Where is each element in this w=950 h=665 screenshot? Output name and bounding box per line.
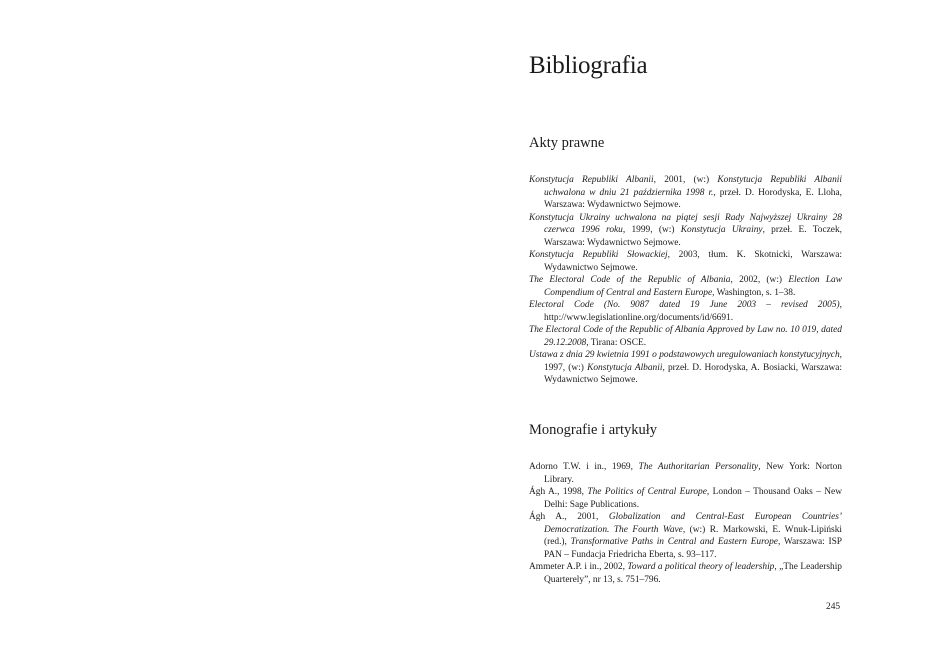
page-title: Bibliografia: [529, 52, 648, 79]
monographs-list: [529, 461, 842, 586]
bibliography-entry: Konstytucja Republiki Słowackiej, 2003, tłum. K. Skotnicki, Warszawa: Wydawnictwo Sejmowe.: [529, 250, 842, 273]
bibliography-entry: Adorno T.W. i in., 1969, The Authoritarian Personality, New York: Norton Library.: [529, 462, 842, 485]
bibliography-entry: Ustawa z dnia 29 kwietnia 1991 o podstawowych uregulowaniach konstytucyjnych, 1997, (w:) Konstytucja Albanii, przeł. D. Horodyska, A. Bosiacki, Warszawa: Wydawnictwo Sejmowe.: [529, 350, 842, 385]
legal-acts-list: [529, 174, 842, 387]
bibliography-entry: The Electoral Code of the Republic of Albania, 2002, (w:) Election Law Compendium of Central and Eastern Europe, Washington, s. 1–38.: [529, 275, 842, 298]
bibliography-entry: Ammeter A.P. i in., 2002, Toward a political theory of leadership, „The Leadership Quarterely”, nr 13, s. 751–796.: [529, 562, 842, 585]
bibliography-entry: Electoral Code (No. 9087 dated 19 June 2003 – revised 2005), http://www.legislationline.org/documents/id/6691.: [529, 300, 842, 323]
bibliography-entry: Konstytucja Republiki Albanii, 2001, (w:) Konstytucja Republiki Albanii uchwalona w dniu 21 października 1998 r., przeł. D. Horodyska, E. Lloha, Warszawa: Wydawnictwo Sejmowe.: [529, 175, 843, 210]
bibliography-entry: The Electoral Code of the Republic of Albania Approved by Law no. 10 019, dated 29.12.2008, Tirana: OSCE.: [529, 325, 842, 348]
page-number: 245: [826, 602, 841, 612]
bibliography-entry: Ágh A., 2001, Globalization and Central-East European Countries’ Democratization. The Fourth Wave, (w:) R. Markowski, E. Wnuk-Lipiński (red.), Transformative Paths in Central and Eastern Europe, Warszawa: ISP PAN – Fundacja Friedricha Eberta, s. 93–117.: [529, 512, 843, 560]
bibliography-entry: Ágh A., 1998, The Politics of Central Europe, London – Thousand Oaks – New Delhi: Sage Publications.: [529, 487, 842, 510]
section-heading-legal-acts: Akty prawne: [529, 135, 605, 151]
section-heading-monographs: Monografie i artykuły: [529, 422, 658, 438]
bibliography-entry: Konstytucja Ukrainy uchwalona na piątej sesji Rady Najwyższej Ukrainy 28 czerwca 1996 roku, 1999, (w:) Konstytucja Ukrainy, przeł. E. Toczek, Warszawa: Wydawnictwo Sejmowe.: [529, 212, 842, 248]
